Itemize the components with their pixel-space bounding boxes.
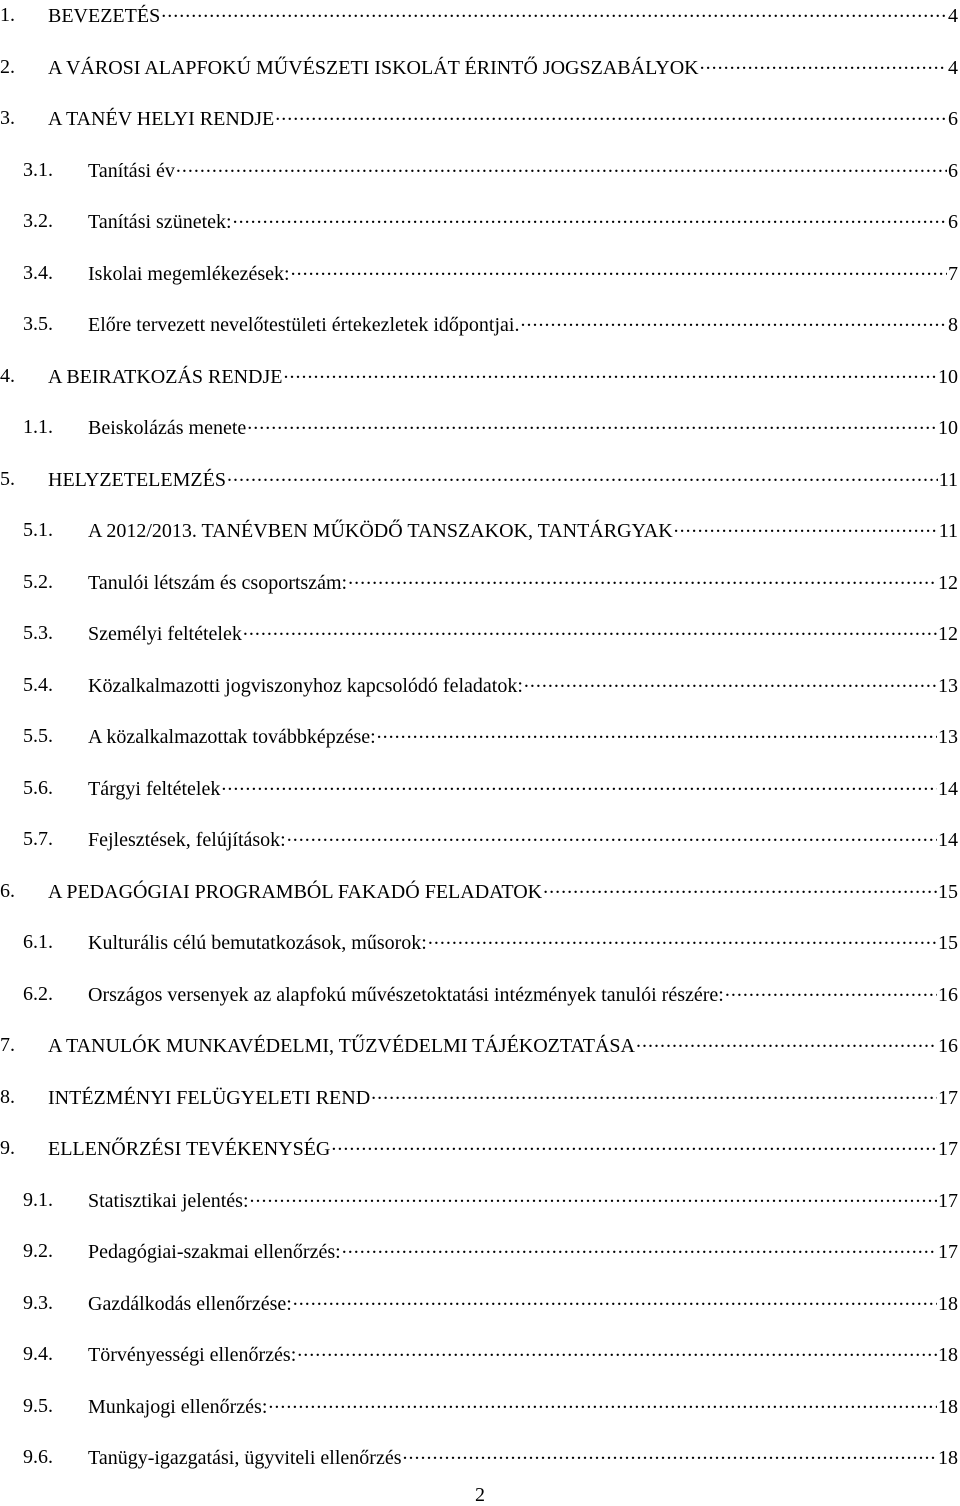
toc-entry-page: 6 bbox=[948, 211, 958, 233]
toc-entry-page: 18 bbox=[938, 1344, 958, 1366]
toc-entry-number: 3.2. bbox=[23, 210, 53, 232]
toc-entry[interactable] bbox=[0, 1238, 958, 1290]
toc-entry-number: 5.6. bbox=[23, 776, 53, 799]
toc-entry-line bbox=[88, 1238, 958, 1265]
toc-entry-number: 5.1. bbox=[23, 519, 53, 541]
toc-entry[interactable] bbox=[0, 723, 958, 775]
dot-leader bbox=[342, 1238, 937, 1258]
toc-entry[interactable] bbox=[0, 414, 958, 466]
toc-entry-page: 15 bbox=[938, 880, 958, 903]
toc-entry-number: 9.4. bbox=[23, 1343, 53, 1365]
toc-entry-line bbox=[48, 878, 958, 905]
toc-entry-page: 16 bbox=[938, 1035, 958, 1057]
toc-entry[interactable] bbox=[0, 466, 958, 518]
toc-entry-number: 9. bbox=[0, 1137, 15, 1159]
toc-entry-title: Beiskolázás menete bbox=[88, 417, 247, 439]
toc-entry-line bbox=[88, 1187, 958, 1214]
toc-entry-page: 6 bbox=[948, 108, 958, 130]
dot-leader bbox=[161, 2, 947, 22]
toc-entry-page: 10 bbox=[938, 365, 958, 388]
toc-entry-title: ELLENŐRZÉSI TEVÉKENYSÉG bbox=[48, 1138, 331, 1160]
toc-entry[interactable] bbox=[0, 260, 958, 312]
toc-entry-title: A közalkalmazottak továbbképzése: bbox=[88, 726, 376, 748]
toc-entry-number: 4. bbox=[0, 364, 15, 387]
toc-entry[interactable] bbox=[0, 208, 958, 260]
dot-leader bbox=[233, 208, 947, 228]
toc-entry[interactable] bbox=[0, 981, 958, 1033]
toc-entry-line bbox=[88, 1393, 958, 1420]
dot-leader bbox=[636, 1032, 937, 1052]
toc-entry-page: 15 bbox=[938, 932, 958, 954]
toc-entry-number: 9.5. bbox=[23, 1394, 53, 1417]
dot-leader bbox=[428, 929, 937, 949]
toc-entry-line bbox=[88, 157, 958, 184]
toc-entry[interactable] bbox=[0, 878, 958, 930]
toc-entry[interactable] bbox=[0, 1187, 958, 1239]
dot-leader bbox=[291, 260, 947, 280]
toc-entry-page: 12 bbox=[938, 571, 958, 594]
table-of-contents bbox=[0, 2, 958, 1496]
toc-entry-number: 7. bbox=[0, 1034, 15, 1056]
toc-entry-title: Statisztikai jelentés: bbox=[88, 1189, 249, 1212]
toc-entry[interactable] bbox=[0, 1341, 958, 1393]
toc-entry-page: 13 bbox=[938, 674, 958, 697]
toc-entry[interactable] bbox=[0, 54, 958, 106]
toc-entry-title: INTÉZMÉNYI FELÜGYELETI REND bbox=[48, 1086, 371, 1109]
toc-entry-number: 5.4. bbox=[23, 673, 53, 696]
toc-entry[interactable] bbox=[0, 775, 958, 827]
toc-entry-page: 17 bbox=[938, 1189, 958, 1212]
toc-entry-line bbox=[88, 620, 958, 647]
toc-entry-page: 13 bbox=[938, 726, 958, 748]
toc-entry[interactable] bbox=[0, 2, 958, 54]
dot-leader bbox=[348, 569, 937, 589]
toc-entry[interactable] bbox=[0, 105, 958, 157]
toc-entry[interactable] bbox=[0, 517, 958, 569]
toc-entry-page: 14 bbox=[938, 777, 958, 800]
toc-entry-title: A VÁROSI ALAPFOKÚ MŰVÉSZETI ISKOLÁT ÉRINTŐ JOGSZABÁLYOK bbox=[48, 56, 699, 79]
toc-entry-number: 5.2. bbox=[23, 570, 53, 593]
toc-entry[interactable] bbox=[0, 1084, 958, 1136]
toc-entry-number: 3.4. bbox=[23, 261, 53, 284]
toc-entry-title: Előre tervezett nevelőtestületi értekezletek időpontjai. bbox=[88, 314, 520, 336]
toc-entry-line bbox=[88, 414, 958, 441]
toc-entry-line bbox=[48, 363, 958, 390]
toc-entry-line bbox=[48, 466, 958, 493]
dot-leader bbox=[221, 775, 937, 795]
toc-entry-page: 11 bbox=[938, 468, 958, 491]
toc-entry-page: 16 bbox=[938, 983, 958, 1006]
dot-leader bbox=[275, 105, 947, 125]
dot-leader bbox=[371, 1084, 937, 1104]
toc-entry-title: Tanítási szünetek: bbox=[88, 211, 232, 233]
toc-entry[interactable] bbox=[0, 1135, 958, 1187]
toc-entry-page: 4 bbox=[948, 5, 958, 27]
toc-entry[interactable] bbox=[0, 569, 958, 621]
toc-entry[interactable] bbox=[0, 826, 958, 878]
toc-entry-number: 5.5. bbox=[23, 725, 53, 747]
toc-entry-line bbox=[88, 826, 958, 853]
dot-leader bbox=[268, 1393, 937, 1413]
toc-entry-title: A TANULÓK MUNKAVÉDELMI, TŰZVÉDELMI TÁJÉKOZTATÁSA bbox=[48, 1035, 635, 1057]
toc-entry[interactable] bbox=[0, 929, 958, 981]
toc-entry-title: BEVEZETÉS bbox=[48, 5, 161, 27]
toc-entry-title: Tanulói létszám és csoportszám: bbox=[88, 571, 348, 594]
toc-entry-line bbox=[48, 2, 958, 29]
toc-entry-line bbox=[48, 1084, 958, 1111]
toc-entry-page: 14 bbox=[938, 829, 958, 851]
dot-leader bbox=[176, 157, 947, 177]
toc-entry-line bbox=[88, 929, 958, 956]
dot-leader bbox=[524, 672, 937, 692]
toc-entry-title: Személyi feltételek bbox=[88, 623, 242, 645]
toc-entry-line bbox=[88, 1341, 958, 1368]
toc-entry-page: 7 bbox=[948, 262, 958, 285]
toc-entry[interactable] bbox=[0, 157, 958, 209]
toc-entry-line bbox=[48, 105, 958, 132]
toc-entry[interactable] bbox=[0, 1290, 958, 1342]
toc-entry-number: 3.5. bbox=[23, 313, 53, 335]
toc-entry-title: Közalkalmazotti jogviszonyhoz kapcsolódó feladatok: bbox=[88, 674, 523, 697]
toc-entry-line bbox=[88, 311, 958, 338]
toc-entry-page: 18 bbox=[938, 1395, 958, 1418]
toc-entry-number: 9.2. bbox=[23, 1240, 53, 1262]
toc-entry-page: 12 bbox=[938, 623, 958, 645]
toc-entry-title: Kulturális célú bemutatkozások, műsorok: bbox=[88, 932, 427, 954]
toc-entry-line bbox=[88, 569, 958, 596]
toc-entry-line bbox=[88, 260, 958, 287]
toc-entry-number: 5.7. bbox=[23, 828, 53, 850]
toc-entry[interactable] bbox=[0, 620, 958, 672]
dot-leader bbox=[283, 363, 937, 383]
toc-entry-line bbox=[88, 723, 958, 750]
toc-entry[interactable] bbox=[0, 311, 958, 363]
page-number: 2 bbox=[475, 1484, 485, 1506]
toc-entry-title: A PEDAGÓGIAI PROGRAMBÓL FAKADÓ FELADATOK bbox=[48, 880, 543, 903]
toc-entry-title: Tárgyi feltételek bbox=[88, 777, 221, 800]
toc-entry-title: HELYZETELEMZÉS bbox=[48, 468, 226, 491]
toc-entry-line bbox=[88, 1444, 958, 1471]
toc-entry-number: 9.6. bbox=[23, 1446, 53, 1468]
dot-leader bbox=[331, 1135, 937, 1155]
toc-entry-line bbox=[48, 1032, 958, 1059]
toc-entry[interactable] bbox=[0, 363, 958, 415]
toc-entry-number: 9.3. bbox=[23, 1291, 53, 1314]
toc-entry-title: Tanítási év bbox=[88, 159, 175, 182]
toc-entry-line bbox=[48, 54, 958, 81]
dot-leader bbox=[247, 414, 937, 434]
toc-entry-number: 5. bbox=[0, 467, 15, 490]
dot-leader bbox=[287, 826, 937, 846]
dot-leader bbox=[520, 311, 947, 331]
toc-entry-number: 6. bbox=[0, 879, 15, 902]
dot-leader bbox=[293, 1290, 937, 1310]
dot-leader bbox=[725, 981, 937, 1001]
dot-leader bbox=[250, 1187, 937, 1207]
toc-entry-number: 2. bbox=[0, 55, 15, 78]
toc-entry-title: A BEIRATKOZÁS RENDJE bbox=[48, 365, 283, 388]
toc-entry-number: 3. bbox=[0, 107, 15, 129]
toc-entry-title: Fejlesztések, felújítások: bbox=[88, 829, 286, 851]
toc-entry[interactable] bbox=[0, 1032, 958, 1084]
toc-entry-line bbox=[88, 981, 958, 1008]
toc-entry-title: Pedagógiai-szakmai ellenőrzés: bbox=[88, 1241, 341, 1263]
toc-entry-title: Országos versenyek az alapfokú művészetoktatási intézmények tanulói részére: bbox=[88, 983, 724, 1006]
toc-entry-page: 6 bbox=[948, 159, 958, 182]
toc-entry-line bbox=[48, 1135, 958, 1162]
dot-leader bbox=[403, 1444, 938, 1464]
toc-entry-page: 17 bbox=[938, 1138, 958, 1160]
dot-leader bbox=[700, 54, 947, 74]
toc-entry-title: Tanügy-igazgatási, ügyviteli ellenőrzés bbox=[88, 1447, 402, 1469]
dot-leader bbox=[543, 878, 937, 898]
toc-entry-line bbox=[88, 208, 958, 235]
dot-leader bbox=[297, 1341, 937, 1361]
toc-entry-page: 8 bbox=[948, 314, 958, 336]
toc-entry-line bbox=[88, 672, 958, 699]
toc-entry-number: 1. bbox=[0, 4, 15, 26]
toc-entry-page: 17 bbox=[938, 1086, 958, 1109]
toc-entry[interactable] bbox=[0, 1393, 958, 1445]
toc-entry-number: 3.1. bbox=[23, 158, 53, 181]
dot-leader bbox=[243, 620, 937, 640]
toc-entry-line bbox=[88, 517, 958, 544]
toc-entry-title: Törvényességi ellenőrzés: bbox=[88, 1344, 297, 1366]
dot-leader bbox=[674, 517, 938, 537]
toc-entry-page: 4 bbox=[948, 56, 958, 79]
toc-entry-line bbox=[88, 775, 958, 802]
toc-entry-title: A TANÉV HELYI RENDJE bbox=[48, 108, 275, 130]
toc-entry-page: 18 bbox=[938, 1447, 958, 1469]
toc-entry-page: 18 bbox=[938, 1292, 958, 1315]
toc-entry-title: Gazdálkodás ellenőrzése: bbox=[88, 1292, 292, 1315]
toc-entry-number: 8. bbox=[0, 1085, 15, 1108]
toc-entry-title: Iskolai megemlékezések: bbox=[88, 262, 290, 285]
toc-entry-number: 6.2. bbox=[23, 982, 53, 1005]
toc-entry-number: 5.3. bbox=[23, 622, 53, 644]
toc-entry-page: 10 bbox=[938, 417, 958, 439]
dot-leader bbox=[227, 466, 938, 486]
toc-entry-number: 1.1. bbox=[23, 416, 53, 438]
toc-entry[interactable] bbox=[0, 672, 958, 724]
toc-entry-number: 6.1. bbox=[23, 931, 53, 953]
toc-entry-line bbox=[88, 1290, 958, 1317]
toc-entry-page: 17 bbox=[938, 1241, 958, 1263]
dot-leader bbox=[377, 723, 937, 743]
toc-entry-number: 9.1. bbox=[23, 1188, 53, 1211]
toc-entry-title: A 2012/2013. TANÉVBEN MŰKÖDŐ TANSZAKOK, TANTÁRGYAK bbox=[88, 520, 673, 542]
toc-entry-title: Munkajogi ellenőrzés: bbox=[88, 1395, 268, 1418]
toc-entry-page: 11 bbox=[938, 520, 958, 542]
